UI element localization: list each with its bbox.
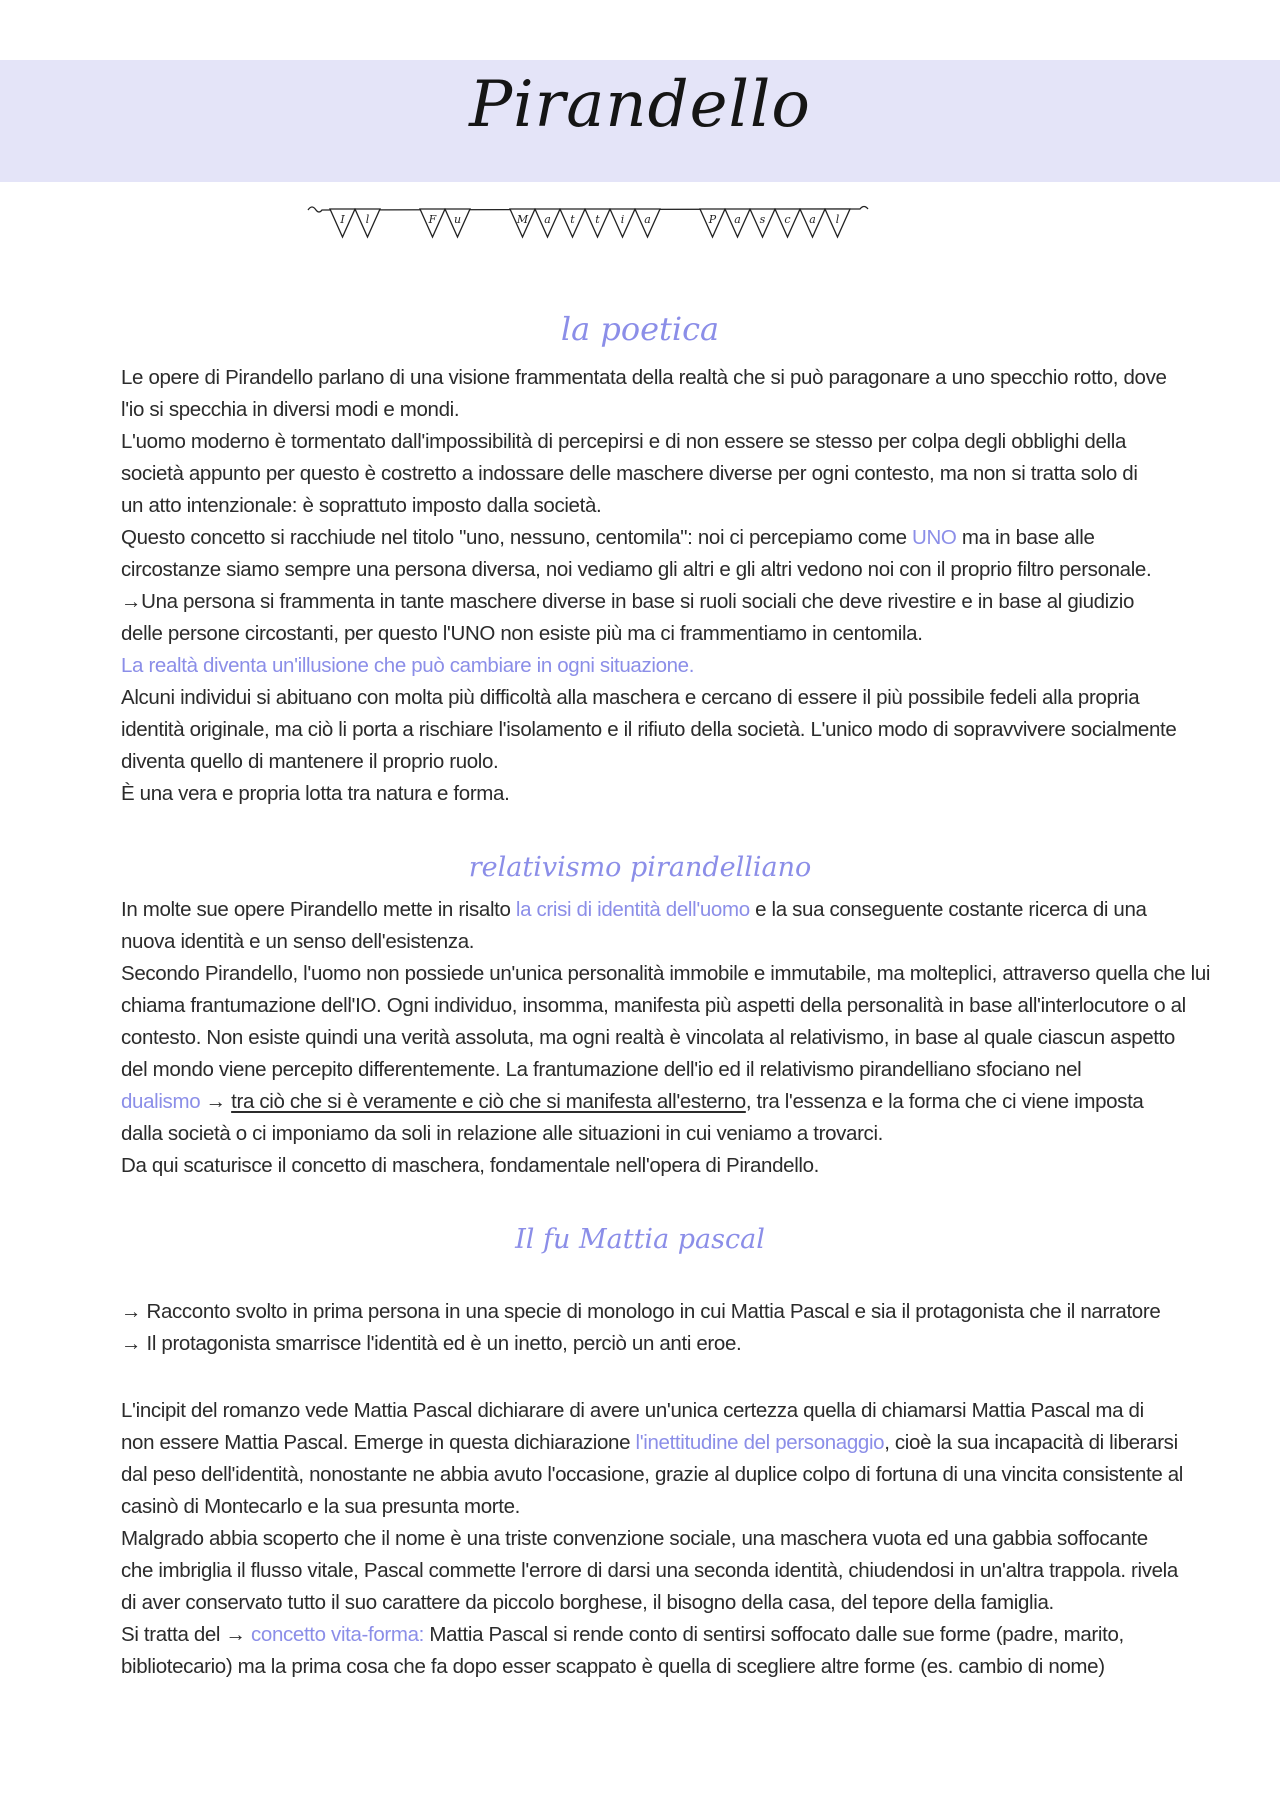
banner-letter: i: [620, 213, 625, 226]
mattia-text: [121, 1395, 1184, 1683]
text-segment: , cioè la sua incapacità di liberarsi: [884, 1431, 1178, 1454]
relativismo-text: [121, 894, 1211, 1182]
text-line: [121, 1086, 1161, 1118]
text-line: Da qui scaturisce il concetto di maschera, fondamentale nell'opera di Pirandello.: [121, 1154, 820, 1177]
banner-letter: t: [570, 213, 575, 226]
text-line: →Una persona si frammenta in tante maschere diverse in base si ruoli sociali che deve rivestire e in base al giudizio: [121, 590, 1135, 613]
text-line: l'io si specchia in diversi modi e mondi.: [121, 398, 460, 421]
banner-letter: t: [595, 213, 600, 226]
text-line: che imbriglia il flusso vitale, Pascal commette l'errore di darsi una seconda identità, chiudendosi in un'altra trappola. rivela: [121, 1559, 1178, 1582]
text-segment: , tra l'essenza e la forma che ci viene imposta: [745, 1090, 1144, 1113]
text-segment: e la sua conseguente costante ricerca di una: [755, 898, 1147, 921]
banner-letter: a: [809, 213, 816, 226]
text-line: Le opere di Pirandello parlano di una visione frammentata della realtà che si può paragonare a uno specchio rotto, dove: [121, 366, 1167, 389]
highlight-uno: UNO: [912, 526, 957, 549]
text-line: circostanze siamo sempre una persona diversa, noi vediamo gli altri e gli altri vedono noi con il proprio filtro personale.: [121, 558, 1152, 581]
text-segment: Questo concetto si racchiude nel titolo "uno, nessuno, centomila": noi ci percepiamo come: [121, 526, 907, 549]
text-line: un atto intenzionale: è soprattuto imposto dalla società.: [121, 494, 602, 517]
text-line: Alcuni individui si abituano con molta più difficoltà alla maschera e cercano di essere il più possibile fedeli alla propria: [121, 686, 1140, 709]
banner-letter: P: [708, 213, 717, 226]
highlight-dualismo: dualismo: [121, 1090, 201, 1113]
bunting-banner: [300, 198, 980, 246]
banner-letter: u: [453, 213, 462, 226]
text-line: [121, 894, 1161, 926]
heading-poetica: la poetica: [560, 310, 720, 348]
banner-letter: l: [835, 213, 840, 226]
text-line: [121, 522, 1161, 554]
banner-letter: l: [365, 213, 370, 226]
heading-relativismo: relativismo pirandelliano: [468, 852, 812, 883]
text-line: delle persone circostanti, per questo l'UNO non esiste più ma ci frammentiamo in centomila.: [121, 622, 923, 645]
banner-letter: s: [759, 213, 766, 226]
text-line: Malgrado abbia scoperto che il nome è una triste convenzione sociale, una maschera vuota ed una gabbia soffocante: [121, 1527, 1148, 1550]
underlined-phrase: tra ciò che si è veramente e ciò che si manifesta all'esterno: [231, 1090, 746, 1113]
highlight-vita-forma: concetto vita-forma:: [251, 1623, 425, 1646]
text-line: dal peso dell'identità, nonostante ne abbia avuto l'occasione, grazie al duplice colpo di fortuna di una vincita consistente al: [121, 1463, 1184, 1486]
text-line: nuova identità e un senso dell'esistenza.: [121, 930, 475, 953]
page-title: Pirandello: [469, 68, 811, 142]
text-segment: Si tratta del →: [121, 1623, 246, 1646]
highlight-crisi: la crisi di identità dell'uomo: [515, 898, 750, 921]
arrow-glyph: →: [205, 1090, 226, 1113]
text-line: società appunto per questo è costretto a indossare delle maschere diverse per ogni contesto, ma non si tratta solo di: [121, 462, 1138, 485]
text-line: L'incipit del romanzo vede Mattia Pascal dichiarare di avere un'unica certezza quella di chiamarsi Mattia Pascal ma di: [121, 1399, 1144, 1422]
bullet-line: → Il protagonista smarrisce l'identità ed è un inetto, perciò un anti eroe.: [121, 1332, 742, 1355]
text-line: del mondo viene percepito differentemente. La frantumazione dell'io ed il relativismo pirandelliano sfociano nel: [121, 1058, 1082, 1081]
text-segment: non essere Mattia Pascal. Emerge in questa dichiarazione: [121, 1431, 631, 1454]
banner-letter: c: [784, 213, 791, 226]
heading-mattia: Il fu Mattia pascal: [515, 1224, 765, 1255]
banner-letter: a: [734, 213, 741, 226]
text-segment: Mattia Pascal si rende conto di sentirsi soffocato dalle sue forme (padre, marito,: [429, 1623, 1124, 1646]
text-line: bibliotecario) ma la prima cosa che fa dopo esser scappato è quella di scegliere altre forme (es. cambio di nome): [121, 1655, 1105, 1678]
text-line: [121, 1427, 1178, 1459]
text-line: casinò di Montecarlo e la sua presunta morte.: [121, 1495, 521, 1518]
text-line: diventa quello di mantenere il proprio ruolo.: [121, 750, 499, 773]
banner-letter: I: [340, 213, 345, 226]
text-line: dalla società o ci imponiamo da soli in relazione alle situazioni in cui veniamo a trovarci.: [121, 1122, 884, 1145]
bullet-line: → Racconto svolto in prima persona in una specie di monologo in cui Mattia Pascal e sia il protagonista che il narratore: [121, 1300, 1161, 1323]
banner-letter: M: [516, 213, 529, 226]
text-line: identità originale, ma ciò li porta a rischiare l'isolamento e il rifiuto della società. L'unico modo di sopravvivere socialmente: [121, 718, 1177, 741]
text-segment: ma in base alle: [961, 526, 1095, 549]
highlight-inettitudine: l'inettitudine del personaggio: [635, 1431, 885, 1454]
banner-letter: a: [644, 213, 651, 226]
text-line: chiama frantumazione dell'IO. Ogni individuo, insomma, manifesta più aspetti della personalità in base all'interlocutore o al: [121, 994, 1186, 1017]
text-line: È una vera e propria lotta tra natura e forma.: [121, 782, 510, 805]
text-line: L'uomo moderno è tormentato dall'impossibilità di percepirsi e di non essere se stesso per colpa degli obblighi della: [121, 430, 1126, 453]
text-segment: In molte sue opere Pirandello mette in risalto: [121, 898, 511, 921]
text-line: di aver conservato tutto il suo carattere da piccolo borghese, il bisogno della casa, del tepore della famiglia.: [121, 1591, 1054, 1614]
highlight-line: La realtà diventa un'illusione che può cambiare in ogni situazione.: [121, 654, 695, 677]
banner-letter: a: [544, 213, 551, 226]
banner-letter: F: [428, 213, 437, 226]
mattia-bullets: [121, 1296, 1161, 1360]
text-line: [121, 1619, 1161, 1651]
poetica-text: [121, 362, 1177, 810]
text-line: contesto. Non esiste quindi una verità assoluta, ma ogni realtà è vincolata al relativismo, in base al quale ciascun aspetto: [121, 1026, 1175, 1049]
text-line: Secondo Pirandello, l'uomo non possiede un'unica personalità immobile e immutabile, ma molteplici, attraverso quella che lui: [121, 962, 1211, 985]
